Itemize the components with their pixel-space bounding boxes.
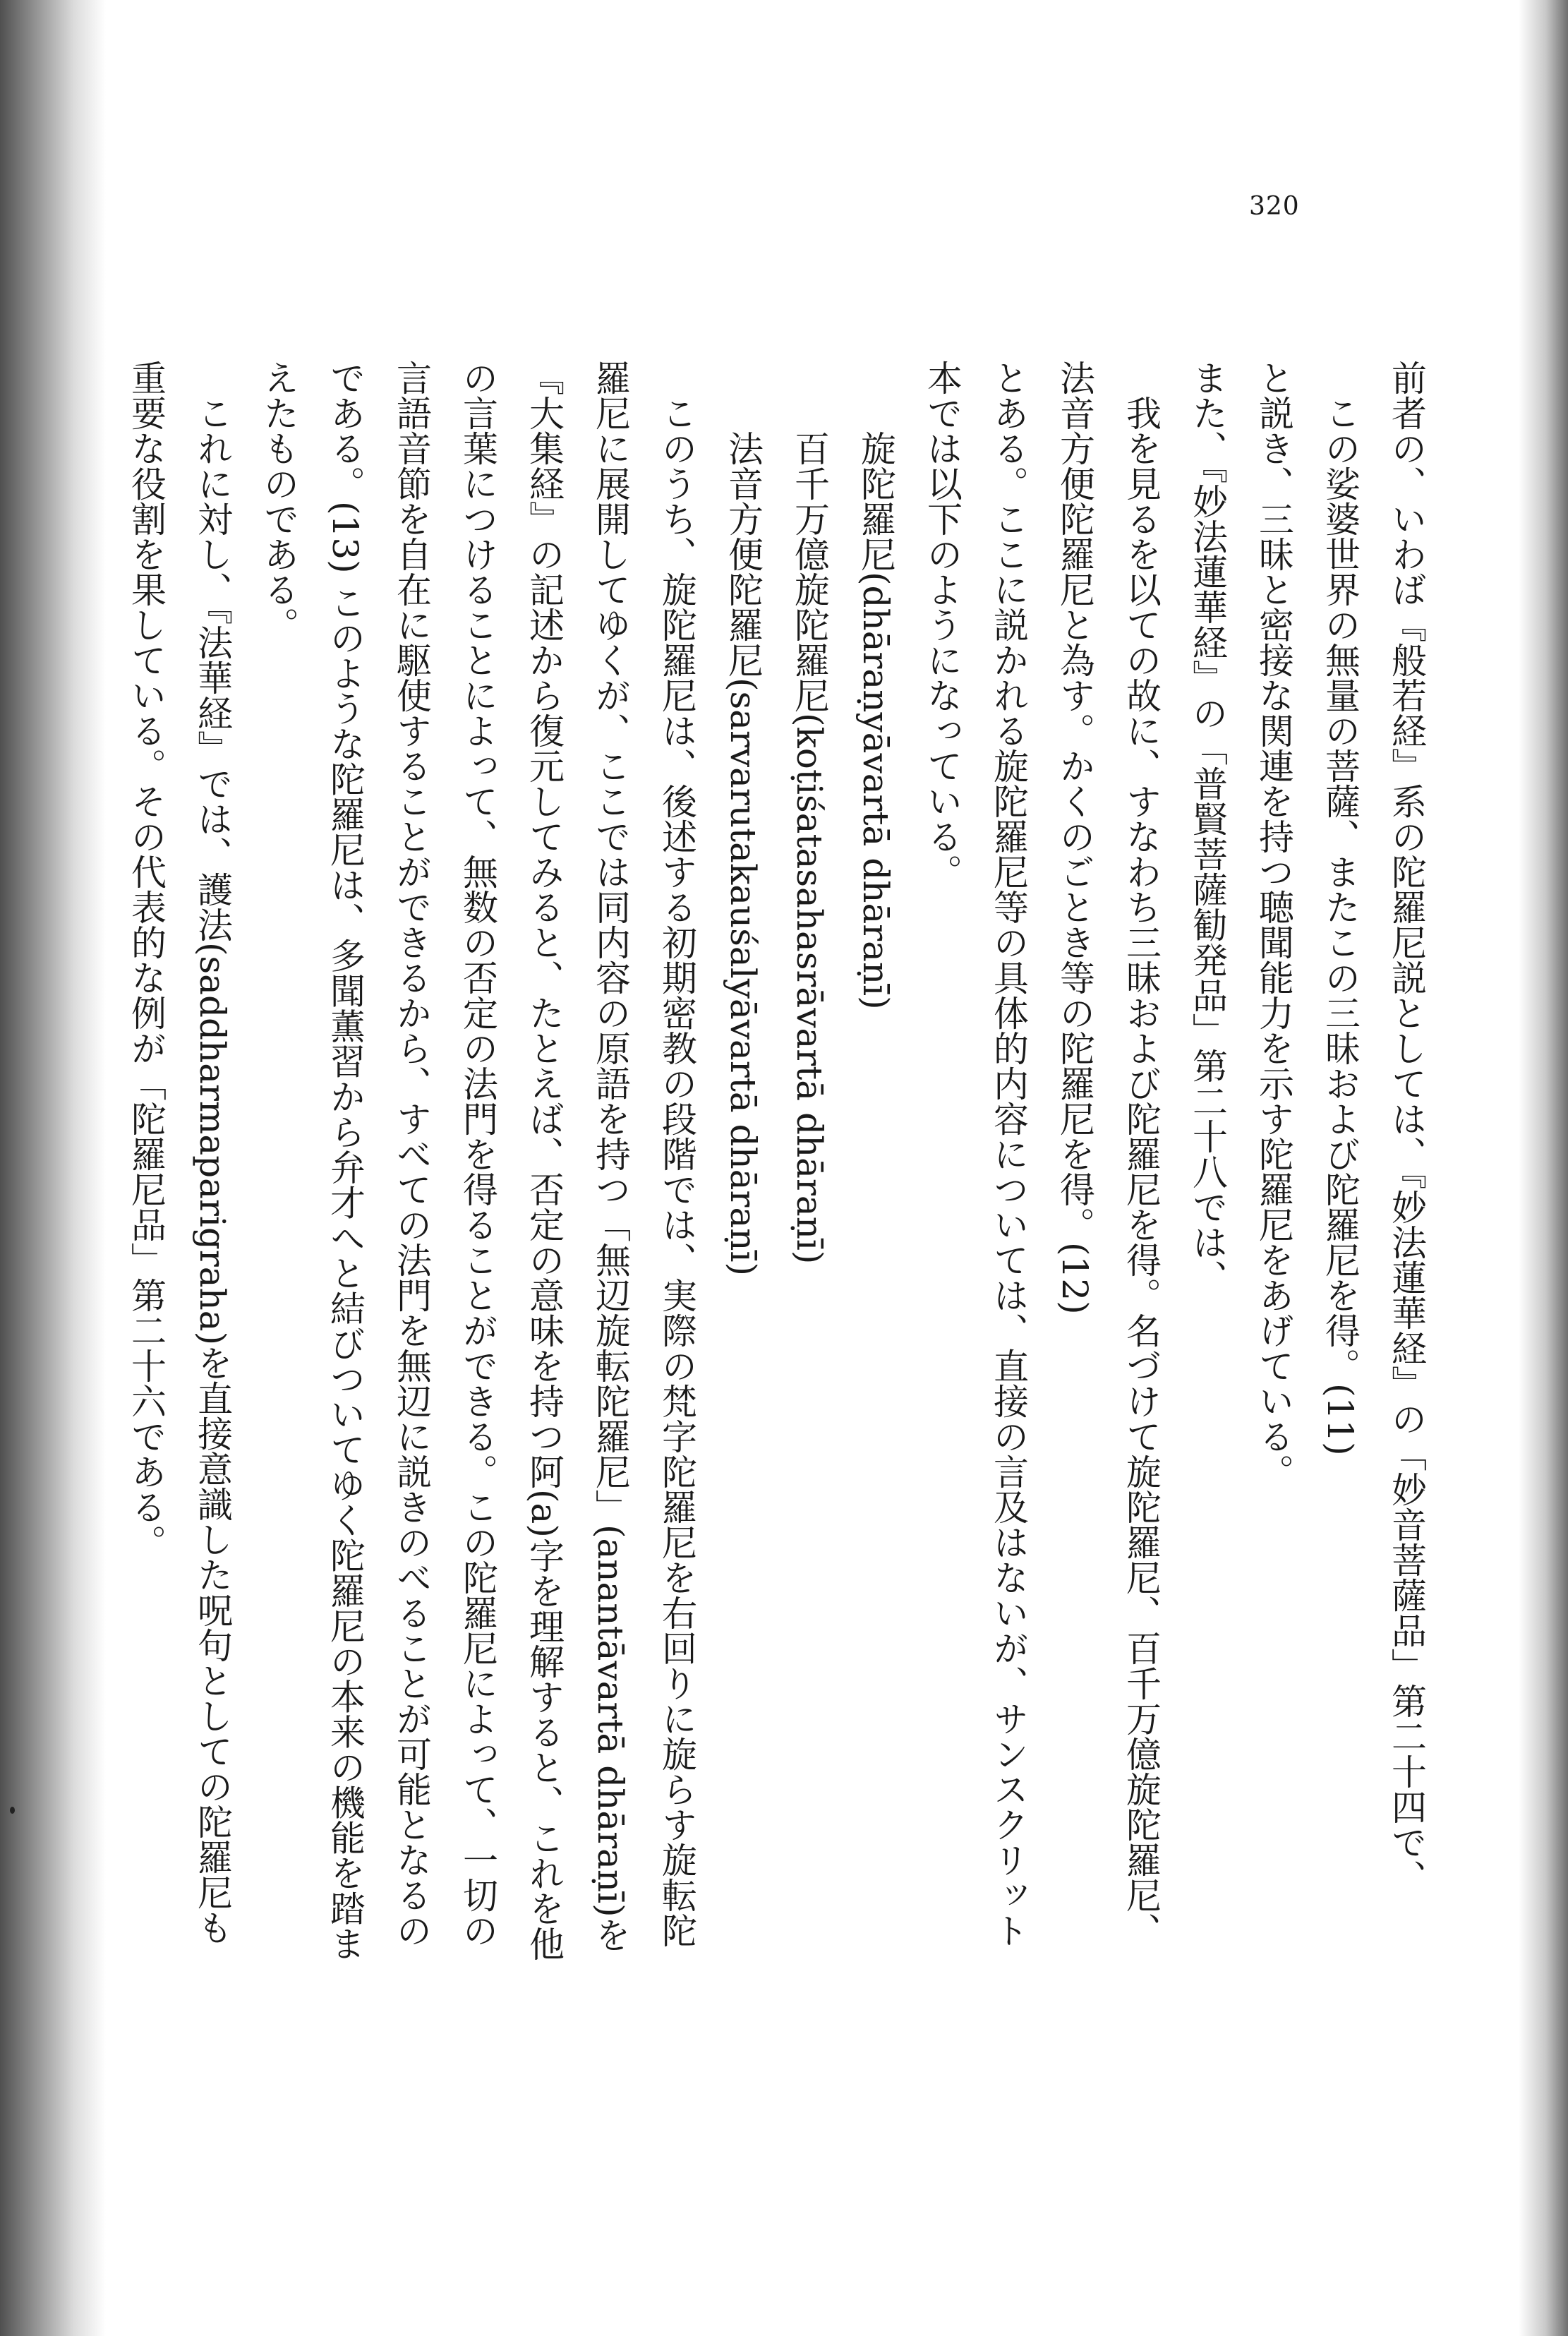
quote-11: この娑婆世界の無量の菩薩、またこの三昧および陀羅尼を得。(11) xyxy=(1320,395,1361,1456)
body-text xyxy=(106,360,1440,1976)
dharani-item-3: 法音方便陀羅尼(sarvarutakauśalyāvartā dhāraṇī) xyxy=(723,431,764,1276)
quote-12: 我を見るを以ての故に、すなわち三昧および陀羅尼を得。名づけて旋陀羅尼、百千万億旋陀羅尼、法音方便陀羅尼と為す。かくのごとき等の陀羅尼を得。(12) xyxy=(1054,360,1162,1948)
page-edge-shadow xyxy=(1519,0,1568,2336)
paragraph-10: これに対し、『法華経』では、護法(saddharmaparigraha)を直接意識した呪句としての陀羅尼も重要な役割を果している。その代表的な例が「陀羅尼品」第二十六である。 xyxy=(126,360,233,1946)
paragraph-2: と説き、三昧と密接な関連を持つ聴聞能力を示す陀羅尼をあげている。 xyxy=(1253,360,1294,1489)
dharani-item-2: 百千万億旋陀羅尼(koṭiśatasahasrāvartā dhāraṇī) xyxy=(789,431,830,1265)
paragraph-9: このうち、旋陀羅尼は、後述する初期密教の段階では、実際の梵字陀羅尼を右回りに旋らす旋転陀羅尼に展開してゆくが、ここでは同内容の原語を持つ「無辺旋転陀羅尼」(anantāvartā dhāraṇī)を『大集経』の記述から復元してみると、たとえば、否定の意味を持つ阿(a)字を理解すると、これを他の言葉につけることによって、無数の否定の法門を得ることができる。この陀羅尼によって、一切の言語音節を自在に駆使することができるから、すべての法門を無辺に説きのべることが可能となるのである。(13) このような陀羅尼は、多聞薫習から弁才へと結びついてゆく陀羅尼の本来の機能を踏まえたものである。 xyxy=(258,360,697,1961)
dharani-item-1: 旋陀羅尼(dhāraṇyāvartā dhāraṇī) xyxy=(855,431,896,1010)
scan-speck xyxy=(10,1807,15,1814)
paragraph-0: 前者の、いわば『般若経』系の陀羅尼説としては、『妙法蓮華経』の「妙音菩薩品」第二十四で、 xyxy=(1386,360,1427,1895)
paragraph-3: また、『妙法蓮華経』の「普賢菩薩勧発品」第二十八では、 xyxy=(1187,360,1228,1295)
paragraph-5: とある。ここに説かれる旋陀羅尼等の具体的内容については、直接の言及はないが、サンスクリット本では以下のようになっている。 xyxy=(922,360,1029,1948)
gutter-shadow xyxy=(0,0,106,2336)
page-number: 320 xyxy=(1249,192,1300,221)
